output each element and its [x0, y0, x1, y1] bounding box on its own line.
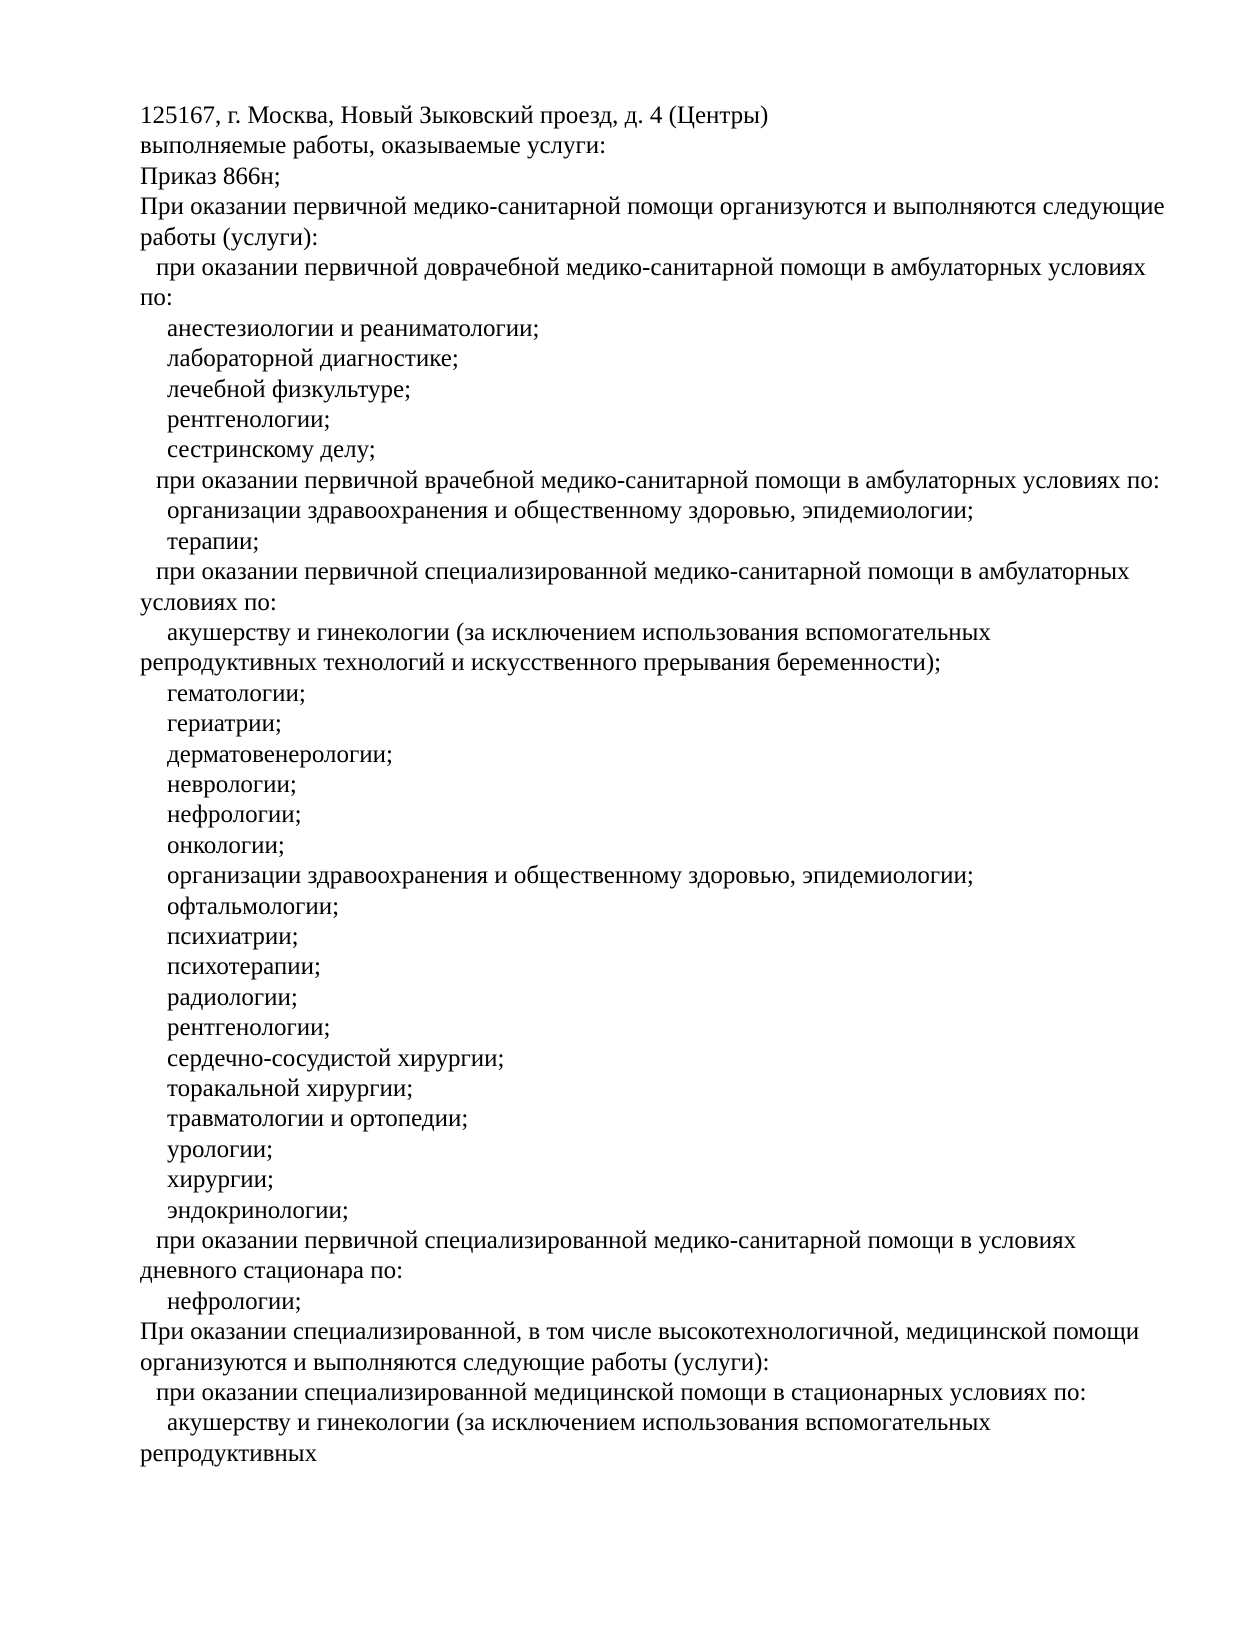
paragraph: неврологии; — [167, 770, 297, 798]
paragraph: выполняемые работы, оказываемые услуги: — [140, 132, 607, 160]
paragraph: торакальной хирургии; — [167, 1075, 414, 1102]
paragraph: урологии; — [167, 1135, 274, 1163]
paragraph: офтальмологии; — [167, 892, 340, 920]
paragraph: лечебной физкультуре; — [167, 375, 412, 403]
paragraph: травматологии и ортопедии; — [167, 1105, 469, 1133]
paragraph: при оказании первичной специализированной медико-санитарной помощи в амбулаторных условиях по: — [140, 558, 1130, 616]
paragraph: психотерапии; — [167, 953, 321, 981]
paragraph: При оказании первичной медико-санитарной помощи организуются и выполняются следующие работы (услуги): — [140, 193, 1165, 251]
paragraph: лабораторной диагностике; — [167, 345, 459, 373]
paragraph: организации здравоохранения и общественному здоровью, эпидемиологии; — [167, 862, 974, 890]
paragraph: анестезиологии и реаниматологии; — [167, 314, 540, 342]
paragraph: акушерству и гинекологии (за исключением использования вспомогательных репродуктивных — [140, 1409, 991, 1467]
paragraph: нефрологии; — [167, 1287, 302, 1315]
paragraph: рентгенологии; — [167, 1014, 331, 1042]
paragraph: при оказании первичной врачебной медико-санитарной помощи в амбулаторных условиях по: — [156, 466, 1160, 494]
paragraph: онкологии; — [167, 831, 285, 859]
paragraph: сестринскому делу; — [167, 436, 376, 464]
paragraph: организации здравоохранения и общественному здоровью, эпидемиологии; — [167, 497, 974, 525]
paragraph: хирургии; — [167, 1166, 275, 1194]
paragraph: при оказании первичной доврачебной медико-санитарной помощи в амбулаторных условиях по: — [140, 254, 1146, 312]
paragraph: акушерству и гинекологии (за исключением использования вспомогательных репродуктивных технологий и искусственного прерывания беременности); — [140, 618, 991, 677]
paragraph: гематологии; — [167, 679, 306, 707]
paragraph: гериатрии; — [167, 710, 282, 738]
paragraph: радиологии; — [167, 983, 298, 1011]
paragraph: Приказ 866н; — [140, 162, 281, 190]
paragraph: дерматовенерологии; — [167, 740, 393, 768]
document-body — [140, 101, 1172, 1469]
paragraph: при оказании первичной специализированной медико-санитарной помощи в условиях дневного стационара по: — [140, 1227, 1077, 1285]
paragraph: нефрологии; — [167, 801, 302, 829]
paragraph: При оказании специализированной, в том числе высокотехнологичной, медицинской помощи организуются и выполняются следующие работы (услуги): — [140, 1318, 1140, 1376]
paragraph: 125167, г. Москва, Новый Зыковский проезд, д. 4 (Центры) — [140, 102, 769, 129]
paragraph: психиатрии; — [167, 922, 299, 950]
paragraph: рентгенологии; — [167, 406, 331, 434]
paragraph: при оказании специализированной медицинской помощи в стационарных условиях по: — [156, 1379, 1087, 1407]
paragraph: эндокринологии; — [167, 1196, 349, 1224]
paragraph: терапии; — [167, 527, 260, 555]
paragraph: сердечно-сосудистой хирургии; — [167, 1044, 505, 1072]
